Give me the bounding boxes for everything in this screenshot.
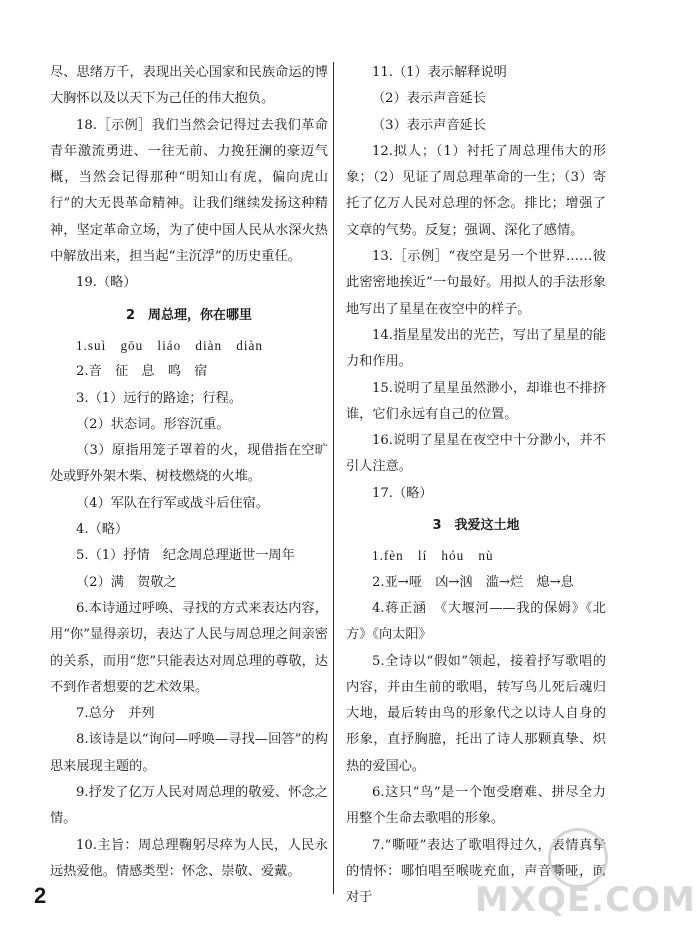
answer-13: 13.［示例］“夜空是另一个世界……彼此密密地挨近”一句最好。用拟人的手法形象地写出了星星在夜空中的样子。 [346, 249, 606, 317]
answer-16: 16.说明了星星在夜空中十分渺小，并不引人注意。 [346, 433, 606, 475]
column-divider [333, 62, 334, 894]
answer-6-b: 6.这只“鸟”是一个饱受磨难、拼尽全力用整个生命去歌唱的形象。 [346, 785, 606, 827]
right-column [346, 60, 606, 912]
paragraph-continued: 尽、思绪万千，表现出关心国家和民族命运的博大胸怀以及以天下为己任的伟大抱负。 [50, 65, 328, 107]
answer-1-pinyin-b: 1.fèn lí hóu nù [372, 548, 494, 564]
answer-3-2: （2）状态词。形容沉重。 [76, 416, 230, 432]
answer-11-3: （3）表示声音延长 [372, 117, 486, 133]
left-column [50, 60, 328, 885]
answer-11-1: 11.（1）表示解释说明 [372, 65, 507, 80]
answer-10: 10.主旨：周总理鞠躬尽瘁为人民，人民永远热爱他。情感类型：怀念、崇敬、爱戴。 [50, 837, 328, 879]
answer-3-1: 3.（1）远行的路途；行程。 [76, 390, 243, 406]
answer-12: 12.拟人；（1）衬托了周总理伟大的形象；（2）见证了周总理革命的一生；（3）寄托了亿万人民对总理的怀念。排比；增强了文章的气势。反复；强调、深化了感情。 [346, 143, 606, 238]
answer-5-1: 5.（1）抒情 纪念周总理逝世一周年 [76, 548, 295, 564]
answer-7: 7.总分 并列 [76, 706, 155, 722]
answer-14: 14.指星星发出的光芒，写出了星星的能力和作用。 [346, 327, 606, 370]
answer-18: 18.［示例］我们当然会记得过去我们革命青年激流勇进、一往无前、力挽狂澜的豪迈气概，当然会记得那种“明知山有虎，偏向虎山行”的大无畏革命精神。让我们继续发扬这种精神，坚定革命立场，为了使中国人民从水深火热中解放出来，担当起“主沉浮”的历史重任。 [50, 117, 328, 265]
answer-7-b: 7.“嘶哑”表达了歌唱得过久，表情真挚的情怀：哪怕唱至喉咙充血，声音嘶哑，面对于 [346, 837, 606, 906]
answer-4: 4.（略） [76, 522, 129, 538]
answer-6: 6.本诗通过呼唤、寻找的方式来表达内容，用“你”显得亲切，表达了人民与周总理之间亲密的关系，而用“您”只能表达对周总理的尊敬，达不到作者想要的艺术效果。 [50, 600, 328, 695]
section-heading-3: 3 我爱这土地 [432, 518, 520, 534]
answer-2-b: 2.亚→哑 凶→汹 滥→烂 熄→息 [372, 574, 574, 590]
section-heading-2: 2 周总理，你在哪里 [125, 307, 253, 323]
answer-5-2: （2）满 贺敬之 [76, 574, 177, 590]
answer-5-b: 5.全诗以“假如”领起，接着抒写歌唱的内容，并由生前的歌唱，转写鸟儿死后魂归大地，最后转由鸟的形象代之以诗人自身的形象，直抒胸臆，托出了诗人那颗真挚、炽热的爱国心。 [346, 653, 606, 774]
answer-1-pinyin: 1.suì gōu liáo diàn diàn [76, 337, 263, 353]
answer-11-2: （2）表示声音延长 [372, 91, 486, 107]
answer-8: 8.该诗是以“询问—呼唤—寻找—回答”的构思来展现主题的。 [50, 732, 328, 774]
answer-17: 17.（略） [372, 485, 433, 501]
page-number: 2 [34, 883, 47, 908]
answer-9: 9.抒发了亿万人民对周总理的敬爱、怀念之情。 [50, 785, 328, 827]
answer-3-3: （3）原指用笼子罩着的火，现借指在空旷处或野外架木柴、树枝燃烧的火堆。 [50, 443, 328, 485]
watermark-text: MXQE.COM [475, 880, 696, 920]
answer-19: 19.（略） [76, 275, 137, 291]
watermark-logo-icon [548, 828, 608, 888]
answer-2: 2.音 征 息 鸣 宿 [76, 364, 208, 380]
answer-15: 15.说明了星星虽然渺小，却谁也不排挤谁，它们永远有自己的位置。 [346, 380, 606, 422]
answer-3-4: （4）军队在行军或战斗后住宿。 [76, 495, 270, 511]
answer-4-b: 4.蒋正涵 《大堰河——我的保姆》《北方》《向太阳》 [346, 600, 606, 643]
